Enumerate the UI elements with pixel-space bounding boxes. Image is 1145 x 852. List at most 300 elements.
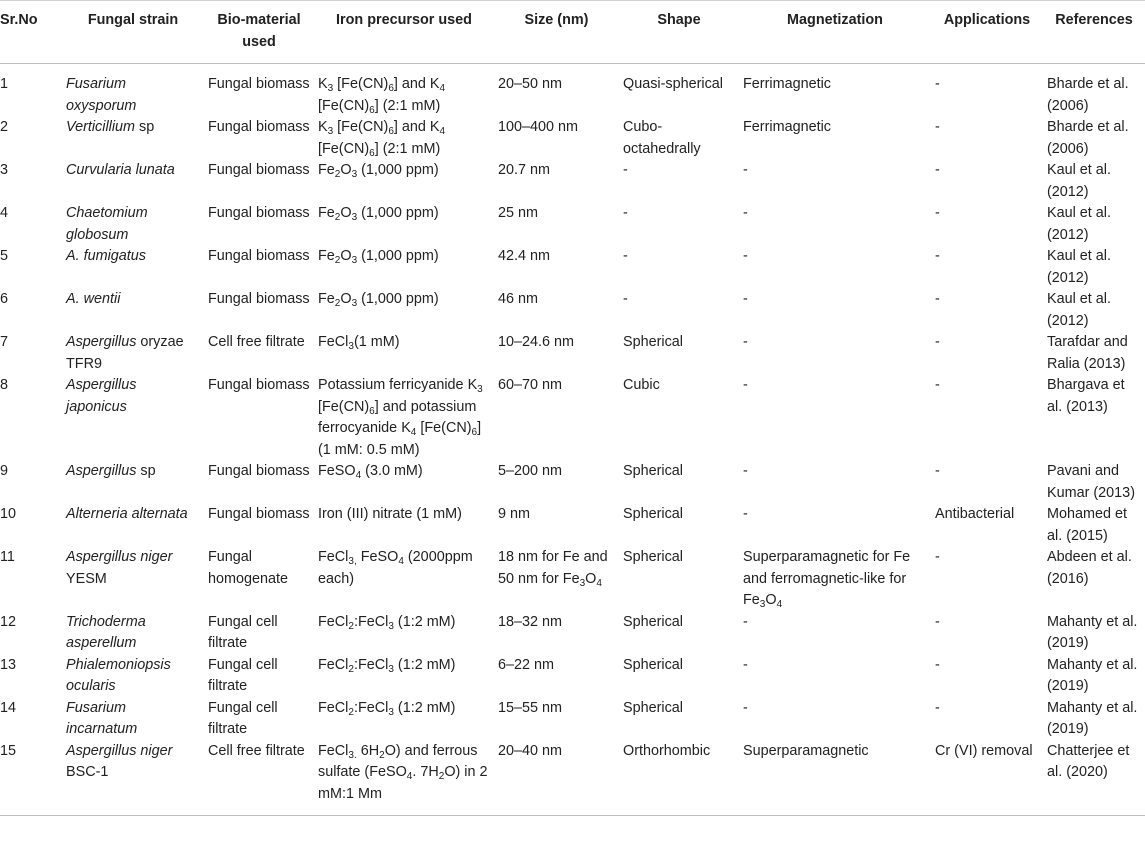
table-row xyxy=(0,117,1145,160)
text-segment: (1:2 mM) xyxy=(393,656,456,673)
cell-fungal-strain xyxy=(62,612,204,655)
cell-applications: - xyxy=(935,119,940,135)
cell-bio-material: Fungal cell filtrate xyxy=(208,699,278,737)
cell-size xyxy=(494,160,619,203)
strain-italic-name: Aspergillus japonicus xyxy=(66,377,137,415)
cell-references: Kaul et al. (2012) xyxy=(1047,248,1111,286)
cell-shape: - xyxy=(623,291,628,307)
cell-applications: - xyxy=(935,334,940,350)
text-segment: 10–24.6 nm xyxy=(498,334,575,350)
strain-italic-name: Trichoderma asperellum xyxy=(66,613,146,651)
text-segment: O) and ferrous sulfate (FeSO xyxy=(318,742,478,780)
cell-applications: - xyxy=(935,248,940,264)
cell-references: Bharde et al. (2006) xyxy=(1047,119,1129,157)
text-segment: 42.4 nm xyxy=(498,248,550,264)
text-segment: 18 nm for Fe and 50 nm for Fe xyxy=(498,549,608,587)
cell-shape: Quasi-spherical xyxy=(623,76,723,92)
cell-iron-precursor xyxy=(314,203,494,246)
text-segment: Ferrimagnetic xyxy=(743,119,831,135)
table-row xyxy=(0,655,1145,698)
text-segment: Iron (III) nitrate (1 mM) xyxy=(318,506,462,522)
strain-italic-name: Verticillium xyxy=(66,119,136,135)
cell-iron-precursor xyxy=(314,289,494,332)
cell-iron-precursor xyxy=(314,246,494,289)
cell-magnetization xyxy=(739,64,931,118)
cell-references: Chatterjee et al. (2020) xyxy=(1043,741,1145,816)
cell-shape: Spherical xyxy=(623,699,683,716)
cell-magnetization xyxy=(739,504,931,547)
text-segment: - xyxy=(743,248,748,264)
subscript: 3 xyxy=(579,577,586,589)
cell-sr-no: 1 xyxy=(0,76,9,92)
cell-applications: Antibacterial xyxy=(935,506,1015,522)
subscript: 2 xyxy=(438,771,445,782)
cell-applications: - xyxy=(935,463,940,479)
cell-fungal-strain xyxy=(62,461,204,504)
text-segment: ] and potassium ferrocyanide K xyxy=(318,398,477,436)
cell-size xyxy=(494,117,619,160)
text-segment: O xyxy=(340,291,352,307)
table-row xyxy=(0,332,1145,375)
subscript: 3 xyxy=(477,384,483,395)
text-segment: - xyxy=(743,162,748,178)
subscript: 4 xyxy=(439,83,446,94)
cell-fungal-strain xyxy=(62,289,204,332)
cell-applications: - xyxy=(935,76,940,92)
cell-size xyxy=(494,289,619,332)
cell-applications: - xyxy=(935,549,940,565)
text-segment: K xyxy=(318,119,328,135)
text-segment: FeSO xyxy=(356,549,399,565)
text-segment: FeCl xyxy=(318,613,349,630)
strain-italic-name: Aspergillus xyxy=(66,334,137,350)
text-segment: 5–200 nm xyxy=(498,463,563,479)
subscript: 6 xyxy=(369,405,375,417)
text-segment: ] (1 mM: 0.5 mM) xyxy=(318,420,482,458)
strain-suffix: sp xyxy=(136,463,156,479)
cell-references: Bhargava et al. (2013) xyxy=(1047,377,1125,415)
cell-shape: Spherical xyxy=(623,463,683,479)
cell-size xyxy=(494,461,619,504)
subscript: 3 xyxy=(388,620,394,632)
subscript: 4 xyxy=(406,771,413,782)
text-segment: 18–32 nm xyxy=(498,613,563,630)
subscript: 4 xyxy=(439,126,446,137)
strain-italic-name: Alterneria alternata xyxy=(66,506,188,522)
subscript: 6 xyxy=(369,104,375,116)
cell-iron-precursor xyxy=(314,504,494,547)
text-segment: . 7H xyxy=(412,764,439,780)
cell-magnetization xyxy=(739,461,931,504)
cell-bio-material: Fungal biomass xyxy=(208,248,310,264)
cell-magnetization xyxy=(739,289,931,332)
cell-references: Tarafdar and Ralia (2013) xyxy=(1047,334,1128,372)
text-segment: - xyxy=(743,699,748,716)
table-row xyxy=(0,289,1145,332)
text-segment: (2000ppm each) xyxy=(318,549,473,587)
text-segment: ] (2:1 mM) xyxy=(374,97,441,114)
text-segment: (1,000 ppm) xyxy=(357,291,439,307)
cell-iron-precursor xyxy=(314,547,494,612)
cell-iron-precursor xyxy=(314,461,494,504)
table-row xyxy=(0,504,1145,547)
text-segment: Potassium ferricyanide K xyxy=(318,377,478,393)
subscript: 2 xyxy=(334,212,341,223)
text-segment: O xyxy=(765,592,777,608)
cell-size xyxy=(494,203,619,246)
cell-sr-no: 5 xyxy=(0,248,9,264)
subscript: 4 xyxy=(355,470,362,481)
table-row xyxy=(0,203,1145,246)
cell-magnetization xyxy=(739,741,931,816)
table-row xyxy=(0,741,1145,816)
cell-fungal-strain xyxy=(62,203,204,246)
cell-sr-no: 13 xyxy=(0,656,17,673)
header-magnetization: Magnetization xyxy=(739,1,931,64)
cell-references: Mahanty et al. (2019) xyxy=(1047,613,1138,651)
cell-bio-material: Fungal cell filtrate xyxy=(208,613,278,651)
cell-shape: - xyxy=(623,248,628,264)
cell-fungal-strain xyxy=(62,547,204,612)
cell-sr-no: 11 xyxy=(0,549,15,565)
cell-iron-precursor xyxy=(314,117,494,160)
text-segment: (1,000 ppm) xyxy=(357,162,439,178)
text-segment: FeCl xyxy=(318,742,349,759)
strain-italic-name: Aspergillus xyxy=(66,463,137,479)
header-shape: Shape xyxy=(619,1,739,64)
text-segment: Fe xyxy=(318,205,335,221)
cell-references: Kaul et al. (2012) xyxy=(1047,205,1111,243)
subscript: 6 xyxy=(369,147,375,159)
text-segment: Fe xyxy=(318,291,335,307)
text-segment: Fe xyxy=(318,248,335,264)
cell-sr-no: 6 xyxy=(0,291,9,307)
subscript: 6 xyxy=(471,427,478,438)
text-segment: (1,000 ppm) xyxy=(357,248,439,264)
text-segment: 6–22 nm xyxy=(498,656,555,673)
subscript: 2 xyxy=(348,663,354,675)
table-row xyxy=(0,160,1145,203)
text-segment: 9 nm xyxy=(498,506,530,522)
strain-italic-name: Aspergillus niger xyxy=(66,742,173,759)
subscript: 2 xyxy=(334,298,341,309)
table-row xyxy=(0,547,1145,612)
text-segment: Superparamagnetic for Fe and ferromagnetic-like for Fe xyxy=(743,549,911,608)
text-segment: - xyxy=(743,613,748,630)
subscript: 4 xyxy=(398,556,404,567)
text-segment: ] and K xyxy=(393,76,440,92)
cell-sr-no: 4 xyxy=(0,205,9,221)
text-segment: FeCl xyxy=(318,656,349,673)
text-segment: ] (2:1 mM) xyxy=(374,140,441,157)
subscript: 2 xyxy=(334,255,341,266)
cell-bio-material: Fungal biomass xyxy=(208,76,310,92)
header-iron-precursor: Iron precursor used xyxy=(314,1,494,64)
cell-magnetization xyxy=(739,160,931,203)
header-row xyxy=(0,1,1145,64)
cell-size xyxy=(494,375,619,461)
cell-magnetization xyxy=(739,375,931,461)
text-segment: - xyxy=(743,205,748,221)
text-segment: Ferrimagnetic xyxy=(743,76,831,92)
cell-references: Mahanty et al. (2019) xyxy=(1047,699,1138,737)
cell-shape: - xyxy=(623,162,628,178)
subscript: 4 xyxy=(776,599,783,610)
cell-applications: Cr (VI) removal xyxy=(931,741,1043,816)
text-segment: :FeCl xyxy=(353,656,389,673)
cell-references: Kaul et al. (2012) xyxy=(1047,291,1111,329)
subscript: 3 xyxy=(351,298,358,309)
cell-bio-material: Cell free filtrate xyxy=(204,741,314,816)
cell-size xyxy=(494,332,619,375)
text-segment: [Fe(CN) xyxy=(318,398,370,415)
strain-suffix: oryzae TFR9 xyxy=(66,334,184,372)
cell-sr-no: 7 xyxy=(0,334,9,350)
cell-fungal-strain xyxy=(62,246,204,289)
subscript: 2 xyxy=(348,706,354,718)
cell-sr-no: 14 xyxy=(0,699,17,716)
text-segment: O xyxy=(340,162,352,178)
strain-italic-name: A. fumigatus xyxy=(66,248,146,264)
text-segment: FeCl xyxy=(318,549,349,565)
cell-shape: Cubic xyxy=(623,377,660,393)
subscript: 2 xyxy=(348,620,354,632)
cell-sr-no: 9 xyxy=(0,463,9,479)
subscript: 3 xyxy=(327,83,334,94)
cell-sr-no: 15 xyxy=(0,741,62,816)
subscript: 2 xyxy=(334,169,341,180)
cell-bio-material: Cell free filtrate xyxy=(208,334,305,350)
cell-magnetization xyxy=(739,117,931,160)
text-segment: Fe xyxy=(318,162,335,178)
text-segment: O xyxy=(585,570,597,587)
header-references: References xyxy=(1043,1,1145,64)
cell-size xyxy=(494,246,619,289)
text-segment: O xyxy=(340,248,352,264)
cell-sr-no: 2 xyxy=(0,119,9,135)
table-row xyxy=(0,698,1145,741)
header-fungal-strain: Fungal strain xyxy=(62,1,204,64)
cell-references: Pavani and Kumar (2013) xyxy=(1047,463,1135,501)
strain-italic-name: Phialemoniopsis ocularis xyxy=(66,656,171,694)
text-segment: 46 nm xyxy=(498,291,538,307)
strain-suffix: YESM xyxy=(66,570,107,587)
cell-magnetization xyxy=(739,612,931,655)
subscript: 4 xyxy=(596,577,602,589)
cell-iron-precursor xyxy=(314,375,494,461)
cell-shape: Cubo-octahedrally xyxy=(623,119,701,157)
subscript: 3 xyxy=(327,126,334,137)
subscript: 3. xyxy=(348,749,357,761)
cell-magnetization xyxy=(739,698,931,741)
cell-bio-material: Fungal biomass xyxy=(208,291,310,307)
subscript: 3, xyxy=(348,556,357,567)
cell-size xyxy=(494,547,619,612)
table-row xyxy=(0,375,1145,461)
text-segment: [Fe(CN) xyxy=(416,420,472,436)
text-segment: (3.0 mM) xyxy=(361,463,423,479)
table-row xyxy=(0,461,1145,504)
cell-magnetization xyxy=(739,547,931,612)
subscript: 6 xyxy=(388,83,394,94)
cell-fungal-strain xyxy=(62,375,204,461)
text-segment: (1 mM) xyxy=(353,334,400,350)
text-segment: FeCl xyxy=(318,334,349,350)
cell-iron-precursor xyxy=(314,612,494,655)
subscript: 4 xyxy=(410,427,417,438)
header-bio-material: Bio-material used xyxy=(204,1,314,64)
table-row xyxy=(0,612,1145,655)
cell-fungal-strain xyxy=(62,698,204,741)
cell-shape: Spherical xyxy=(623,334,683,350)
text-segment: - xyxy=(743,377,748,393)
cell-sr-no: 12 xyxy=(0,613,17,630)
cell-references: Mohamed et al. (2015) xyxy=(1047,506,1127,544)
cell-references: Abdeen et al. (2016) xyxy=(1047,549,1132,587)
text-segment: :FeCl xyxy=(353,699,389,716)
text-segment: 15–55 nm xyxy=(498,699,563,716)
subscript: 3 xyxy=(348,341,354,352)
table-body xyxy=(0,64,1145,816)
text-segment: [Fe(CN) xyxy=(318,97,370,114)
cell-fungal-strain xyxy=(62,504,204,547)
strain-suffix: sp xyxy=(135,119,155,135)
text-segment: 20–40 nm xyxy=(498,742,563,759)
cell-shape: Spherical xyxy=(623,613,683,630)
strain-italic-name: Aspergillus niger xyxy=(66,549,173,565)
text-segment: (1,000 ppm) xyxy=(357,205,439,221)
cell-magnetization xyxy=(739,246,931,289)
cell-size xyxy=(494,504,619,547)
table-header xyxy=(0,1,1145,64)
cell-applications: - xyxy=(935,205,940,221)
subscript: 3 xyxy=(351,212,358,223)
cell-bio-material: Fungal homogenate xyxy=(208,549,289,587)
subscript: 3 xyxy=(759,599,766,610)
text-segment: - xyxy=(743,506,748,522)
cell-shape: Orthorhombic xyxy=(619,741,739,816)
cell-bio-material: Fungal biomass xyxy=(208,506,310,522)
strain-suffix: BSC-1 xyxy=(66,764,109,780)
cell-iron-precursor xyxy=(314,160,494,203)
subscript: 3 xyxy=(388,663,394,675)
text-segment: - xyxy=(743,656,748,673)
cell-size xyxy=(494,698,619,741)
cell-size xyxy=(494,741,619,816)
cell-magnetization xyxy=(739,332,931,375)
cell-size xyxy=(494,655,619,698)
strain-italic-name: Fusarium oxysporum xyxy=(66,76,137,114)
cell-iron-precursor xyxy=(314,698,494,741)
cell-fungal-strain xyxy=(62,332,204,375)
text-segment: 60–70 nm xyxy=(498,377,563,393)
text-segment: ] and K xyxy=(393,119,440,135)
text-segment: (1:2 mM) xyxy=(393,699,456,716)
cell-shape: Spherical xyxy=(623,549,683,565)
cell-applications: - xyxy=(935,656,940,673)
strain-italic-name: Curvularia lunata xyxy=(66,162,175,178)
cell-iron-precursor xyxy=(314,64,494,118)
cell-references: Mahanty et al. (2019) xyxy=(1047,656,1138,694)
strain-italic-name: Fusarium incarnatum xyxy=(66,699,138,737)
cell-bio-material: Fungal biomass xyxy=(208,162,310,178)
header-applications: Applications xyxy=(931,1,1043,64)
cell-sr-no: 8 xyxy=(0,377,9,393)
text-segment: [Fe(CN) xyxy=(333,119,389,135)
text-segment: Superparamagnetic xyxy=(743,742,869,759)
text-segment: K xyxy=(318,76,328,92)
cell-bio-material: Fungal cell filtrate xyxy=(208,656,278,694)
cell-references: Kaul et al. (2012) xyxy=(1047,162,1111,200)
cell-fungal-strain xyxy=(62,117,204,160)
cell-iron-precursor xyxy=(314,741,494,816)
cell-shape: Spherical xyxy=(623,656,683,673)
text-segment: - xyxy=(743,291,748,307)
cell-shape: Spherical xyxy=(623,506,683,522)
cell-iron-precursor xyxy=(314,332,494,375)
text-segment: O) in 2 mM:1 Mm xyxy=(318,764,488,802)
cell-fungal-strain xyxy=(62,64,204,118)
text-segment: - xyxy=(743,463,748,479)
cell-applications: - xyxy=(935,613,940,630)
text-segment: :FeCl xyxy=(353,613,389,630)
text-segment: O xyxy=(340,205,352,221)
subscript: 6 xyxy=(388,126,394,137)
cell-iron-precursor xyxy=(314,655,494,698)
cell-bio-material: Fungal biomass xyxy=(208,377,310,393)
header-size: Size (nm) xyxy=(494,1,619,64)
text-segment: (1:2 mM) xyxy=(393,613,456,630)
subscript: 3 xyxy=(351,169,358,180)
text-segment: 100–400 nm xyxy=(498,119,579,135)
text-segment: 25 nm xyxy=(498,205,538,221)
cell-fungal-strain xyxy=(62,741,204,816)
cell-bio-material: Fungal biomass xyxy=(208,119,310,135)
subscript: 2 xyxy=(379,749,385,761)
table-row xyxy=(0,64,1145,118)
text-segment: [Fe(CN) xyxy=(318,140,370,157)
cell-fungal-strain xyxy=(62,160,204,203)
cell-applications: - xyxy=(935,162,940,178)
cell-bio-material: Fungal biomass xyxy=(208,205,310,221)
strain-italic-name: A. wentii xyxy=(66,291,121,307)
subscript: 3 xyxy=(388,706,394,718)
cell-fungal-strain xyxy=(62,655,204,698)
cell-applications: - xyxy=(935,699,940,716)
cell-shape: - xyxy=(623,205,628,221)
table-row xyxy=(0,246,1145,289)
cell-references: Bharde et al. (2006) xyxy=(1047,76,1129,114)
text-segment: - xyxy=(743,334,748,350)
text-segment: 20.7 nm xyxy=(498,162,550,178)
cell-size xyxy=(494,64,619,118)
text-segment: FeCl xyxy=(318,699,349,716)
text-segment: [Fe(CN) xyxy=(333,76,389,92)
cell-sr-no: 10 xyxy=(0,506,17,522)
cell-sr-no: 3 xyxy=(0,162,9,178)
strain-italic-name: Chaetomium globosum xyxy=(66,205,148,243)
header-sr-no: Sr.No xyxy=(0,1,62,64)
text-segment: 6H xyxy=(356,742,380,759)
cell-magnetization xyxy=(739,655,931,698)
subscript: 3 xyxy=(351,255,358,266)
text-segment: 20–50 nm xyxy=(498,76,563,92)
cell-applications: - xyxy=(935,377,940,393)
cell-size xyxy=(494,612,619,655)
cell-applications: - xyxy=(935,291,940,307)
cell-bio-material: Fungal biomass xyxy=(208,463,310,479)
cell-magnetization xyxy=(739,203,931,246)
